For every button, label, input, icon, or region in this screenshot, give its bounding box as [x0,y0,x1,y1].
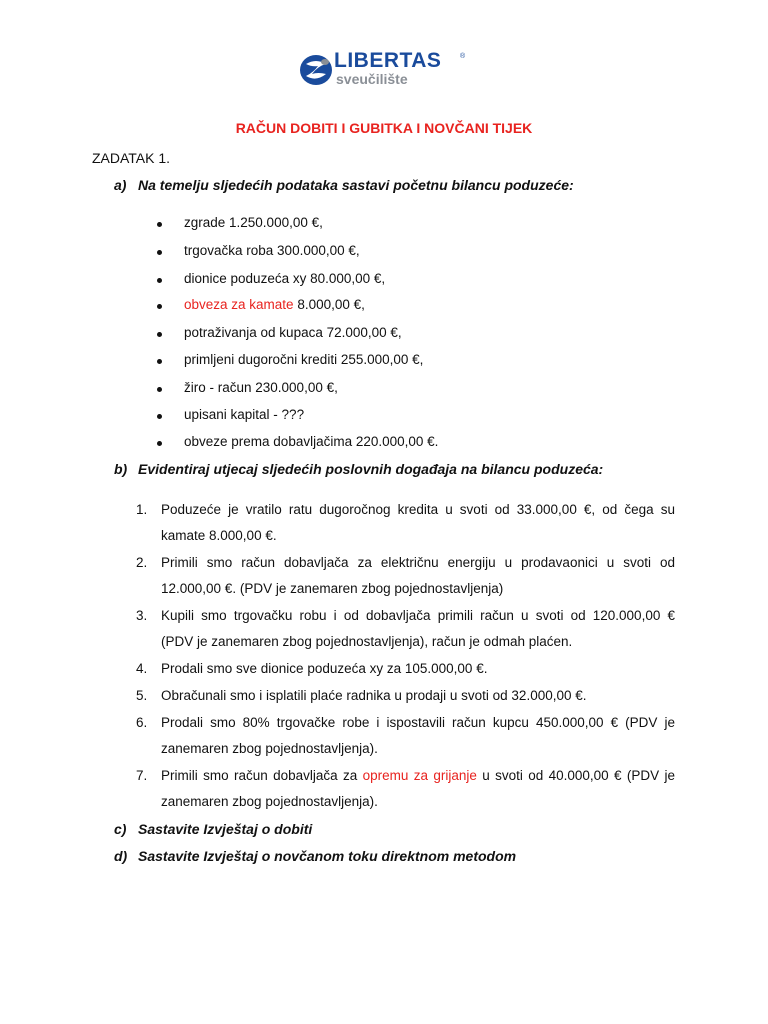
list-item-line: zanemaren zbog pojednostavljenja). [161,794,378,809]
list-item-line: Prodali smo sve dionice poduzeća xy za 105.000,00 €. [161,661,488,676]
bullet-icon [157,278,162,283]
bullet-icon [157,250,162,255]
libertas-logo [298,50,473,90]
list-item-line: 12.000,00 €. (PDV je zanemaren zbog pojednostavljenja) [161,581,504,596]
list-number: 7. [136,768,148,783]
list-item-line: kamate 8.000,00 €. [161,528,277,543]
section-c-text: Sastavite Izvještaj o dobiti [138,821,313,837]
list-item-line: Kupili smo trgovačku robu i od dobavljača primili račun u svoti od 120.000,00 € [161,608,675,623]
list-number: 1. [136,502,148,517]
libertas-logo-mark-icon [298,52,334,88]
list-item-line: Obračunali smo i isplatili plaće radnika u prodaji u svoti od 32.000,00 €. [161,688,587,703]
section-a-label: a) [114,177,127,193]
list-number: 5. [136,688,148,703]
logo-subtitle: sveučilište [336,71,408,87]
section-c-label: c) [114,821,127,837]
section-b-text: Evidentiraj utjecaj sljedećih poslovnih događaja na bilancu poduzeća: [138,461,604,477]
section-a-text: Na temelju sljedećih podataka sastavi početnu bilancu poduzeće: [138,177,574,193]
list-item-line: zanemaren zbog pojednostavljenja). [161,741,378,756]
list-number: 2. [136,555,148,570]
bullet-icon [157,222,162,227]
list-number: 4. [136,661,148,676]
bullet-icon [157,304,162,309]
logo-registered-mark: ® [460,53,466,60]
list-item-line: Poduzeće je vratilo ratu dugoročnog kredita u svoti od 33.000,00 €, od čega su [161,502,675,517]
bullet-icon [157,441,162,446]
bullet-icon [157,359,162,364]
list-item-line: Primili smo račun dobavljača za električnu energiju u prodavaonici u svoti od [161,555,675,570]
section-b-label: b) [114,461,128,477]
page-title: RAČUN DOBITI I GUBITKA I NOVČANI TIJEK [235,120,533,136]
bullet-icon [157,414,162,419]
list-number: 6. [136,715,148,730]
section-d-heading [92,848,516,864]
logo-name: LIBERTAS [334,49,442,72]
task-heading: ZADATAK 1. [92,150,171,166]
list-item-line: (PDV je zanemaren zbog pojednostavljenja), račun je odmah plaćen. [161,634,573,649]
highlighted-text: opremu za grijanje [362,768,477,783]
highlighted-text: obveza za kamate [184,297,294,312]
section-d-label: d) [114,848,128,864]
section-c-heading [92,821,312,837]
section-d-text: Sastavite Izvještaj o novčanom toku direktnom metodom [138,848,517,864]
list-item-line: Primili smo račun dobavljača za opremu za grijanje u svoti od 40.000,00 € (PDV je [161,768,675,783]
list-item-line: Prodali smo 80% trgovačke robe i ispostavili račun kupcu 450.000,00 € (PDV je [161,715,675,730]
section-b-heading [92,461,603,477]
list-number: 3. [136,608,148,623]
section-a-heading [92,177,574,193]
bullet-icon [157,332,162,337]
bullet-icon [157,387,162,392]
